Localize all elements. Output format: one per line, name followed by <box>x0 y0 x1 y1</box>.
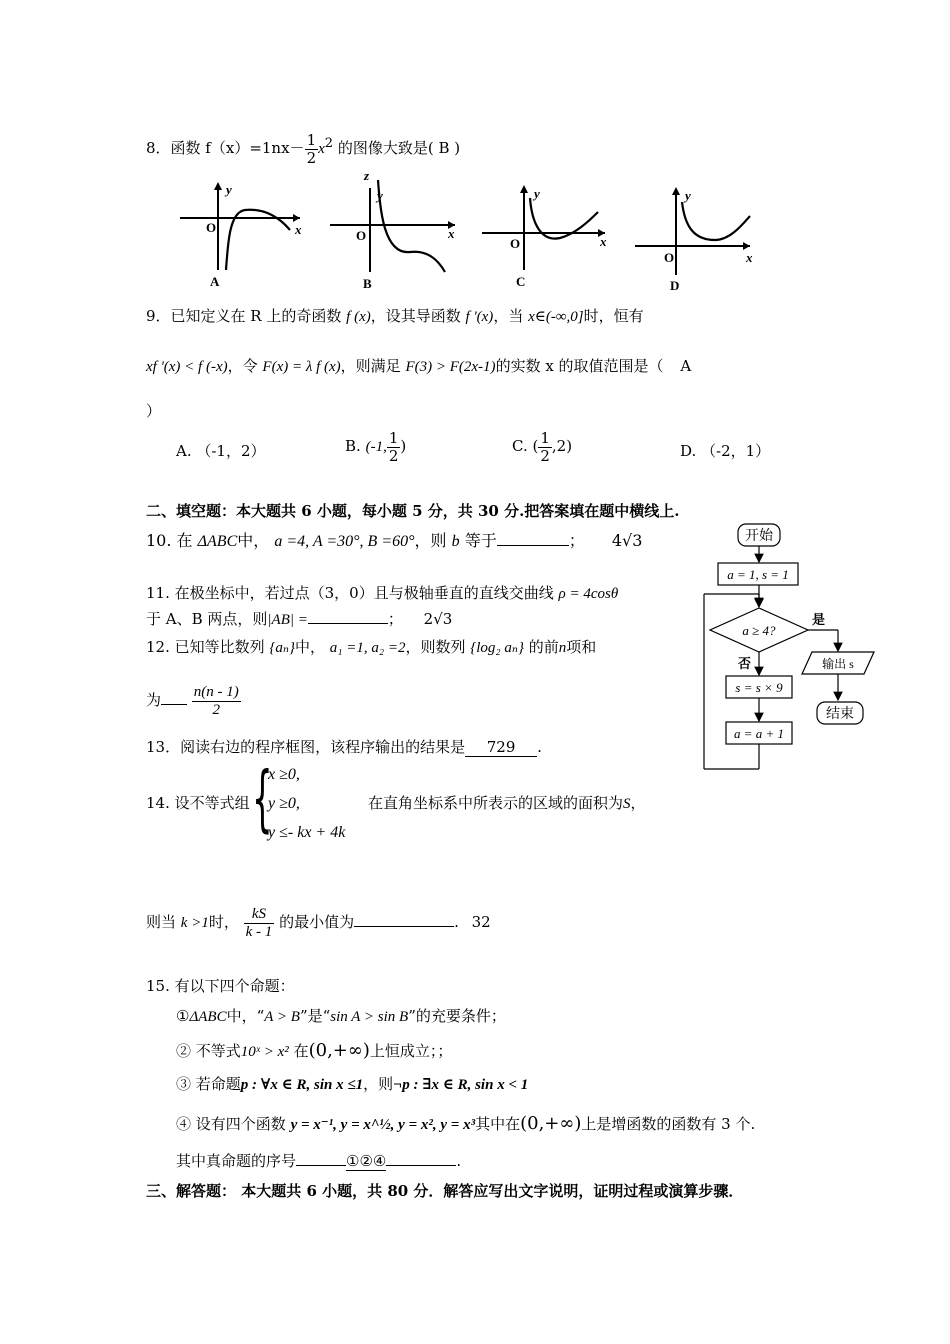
q12-seq: {aₙ} <box>269 640 295 656</box>
q15-p1-c: A > B <box>264 1009 300 1025</box>
q11-answer: 2√3 <box>423 610 453 628</box>
graph-b-z: z <box>364 170 370 183</box>
q8-answer: B <box>433 139 455 157</box>
q9-text-g: 的实数 x 的取值范围是（ <box>495 357 664 375</box>
q13-text-a: 13．阅读右边的程序框图，该程序输出的结果是 <box>146 738 466 756</box>
graph-d <box>635 187 750 275</box>
q9-line2 <box>146 355 691 376</box>
q9-option-a: A. （-1，2） <box>176 442 266 460</box>
graph-c-x: x <box>600 234 607 249</box>
q9-option-b-right: ) <box>400 437 407 455</box>
q8-frac-den: 2 <box>306 148 317 167</box>
q15-p2-e: 上恒成立；； <box>369 1042 453 1060</box>
q15-p2-b: 10ˣ > x² <box>240 1044 289 1060</box>
q14-frac-num: kS <box>244 906 275 924</box>
q10-text-c: ，则 <box>414 531 447 550</box>
q15-blank-left[interactable] <box>296 1165 346 1166</box>
q15-p3-a: ③ 若命题 <box>176 1075 241 1093</box>
graph-d-o: O <box>664 250 675 265</box>
q12-text-b: 中， <box>294 638 325 656</box>
q9-option-c-left: ( <box>532 437 539 455</box>
q14-text-c: ， <box>630 794 646 812</box>
q9-fx: f (x) <box>346 309 371 325</box>
q15-prop-1 <box>176 1005 506 1026</box>
graph-b-label: B <box>363 276 372 291</box>
q9-cond: x∈(-∞,0] <box>528 309 584 325</box>
q9-text-a: 9．已知定义在 R 上的奇函数 <box>146 307 342 325</box>
q8-graphs <box>170 170 770 295</box>
q10-tri: ΔABC <box>197 533 238 550</box>
q10-line <box>146 528 642 551</box>
graph-c-o: O <box>510 236 521 251</box>
q15-prop-4 <box>176 1113 755 1134</box>
graph-b-x: x <box>448 226 455 241</box>
q11-text-a: 11. 在极坐标中，若过点（3，0）且与极轴垂直的直线交曲线 <box>146 584 554 602</box>
q10-text-b: 中， <box>237 531 270 550</box>
q15-blank-right[interactable] <box>386 1165 456 1166</box>
q12-line2 <box>146 684 241 718</box>
section-2-heading: 二、填空题：本大题共 6 小题，每小题 5 分，共 30 分.把答案填在题中横线上. <box>146 502 680 520</box>
flow-no: 否 <box>738 656 752 671</box>
q10-text-a: 10. 在 <box>146 531 193 550</box>
q13-text-b: . <box>537 738 542 756</box>
q14-blank[interactable] <box>354 926 454 927</box>
q14-text-g: . <box>454 913 459 931</box>
flow-init: a = 1, s = 1 <box>727 567 789 582</box>
section-3-heading: 三、解答题： 本大题共 6 小题，共 80 分．解答应写出文字说明，证明过程或演算步骤． <box>146 1182 744 1200</box>
q9-option-b-den: 2 <box>388 446 399 465</box>
q9-option-c-den: 2 <box>540 446 550 465</box>
graph-d-label: D <box>670 278 680 293</box>
q9-option-c <box>512 430 572 464</box>
q14-line2 <box>146 906 491 940</box>
q15-p4-a: ④ 设有四个函数 <box>176 1115 286 1133</box>
flow-step2: a = a + 1 <box>733 726 785 741</box>
q8-close: ) <box>454 139 461 157</box>
q15-p1-d: ”是“ <box>299 1007 331 1025</box>
q11-ab: |AB| = <box>267 612 308 628</box>
q12-ans-den: 2 <box>192 701 241 719</box>
q9-text-c: ，当 <box>493 307 524 325</box>
q9-line1 <box>146 305 644 326</box>
q11-line2 <box>146 608 452 629</box>
q14-text-f: 的最小值为 <box>279 913 355 931</box>
flow-yes: 是 <box>812 612 826 627</box>
graph-c-label: C <box>516 274 526 289</box>
q12-answer <box>192 684 241 718</box>
flow-step1: s = s × 9 <box>735 680 783 695</box>
graph-a-x: x <box>295 222 302 237</box>
graph-a-label: A <box>210 274 220 289</box>
graph-d-x: x <box>746 250 753 265</box>
q9-answer: A <box>680 357 692 375</box>
flow-end: 结束 <box>826 707 854 722</box>
q9-option-c-prefix: C. <box>512 437 528 455</box>
graph-b <box>330 180 455 272</box>
flowchart <box>700 518 890 778</box>
q12-line1 <box>146 636 596 657</box>
q14-brace: { <box>252 756 273 840</box>
graph-a-y: y <box>226 182 232 197</box>
q15-p2-a: ② 不等式 <box>176 1042 241 1060</box>
q8-var: x <box>318 141 325 157</box>
q15-p4-c: 其中在 <box>475 1115 521 1133</box>
q9-option-c-right: ,2) <box>551 437 573 455</box>
q11-text-b: 于 A、B 两点，则 <box>146 610 268 628</box>
q12-n: n <box>558 640 567 656</box>
graph-a-o: O <box>206 220 217 235</box>
q12-seq2: {log₂ aₙ} <box>470 640 524 656</box>
graph-b-o: O <box>356 228 367 243</box>
q13-answer: 729 <box>465 738 537 757</box>
q14-ineq-2: y ≥0, <box>268 795 300 812</box>
q9-option-b-left: (-1, <box>365 439 387 455</box>
q9-ineq: xf '(x) < f (-x) <box>146 359 228 375</box>
graph-a <box>180 182 300 270</box>
q15-p1-b: 中，“ <box>226 1007 265 1025</box>
q9-Fineq: F(3) > F(2x-1) <box>405 359 496 375</box>
q8-fraction <box>305 132 319 166</box>
flow-cond: a ≥ 4? <box>742 623 776 638</box>
q15-p2-c: 在 <box>293 1042 309 1060</box>
q9-option-b <box>345 430 406 464</box>
q9-close: ） <box>146 402 162 420</box>
q15-concl-a: 其中真命题的序号 <box>176 1152 297 1170</box>
q15-concl-b: . <box>456 1152 462 1170</box>
q11-curve: ρ = 4cosθ <box>558 586 619 602</box>
q15-conclusion <box>176 1150 461 1171</box>
q15-p1-f: ”的充要条件； <box>408 1007 506 1025</box>
graph-c <box>482 185 605 270</box>
q14-S: S <box>623 796 631 812</box>
q14-ineq-3: y ≤- kx + 4k <box>268 824 346 841</box>
q10-var: b <box>451 533 460 550</box>
q14-text-e: 时， <box>208 913 239 931</box>
q15-p1-a: ① <box>176 1007 190 1025</box>
q8-text: 8．函数 f（x）=1nx－ <box>146 139 305 157</box>
q8-line <box>146 132 460 166</box>
q9-text-e: ，令 <box>227 357 258 375</box>
q12-text-d: 的前 <box>528 638 559 656</box>
q10-cond: a =4, A =30°, B =60° <box>274 533 415 550</box>
q14-text-d: 则当 <box>146 913 177 931</box>
q9-option-b-frac <box>387 430 401 464</box>
flow-start: 开始 <box>745 529 773 544</box>
q9-text-b: ，设其导函数 <box>370 307 461 325</box>
q15-p1-e: sin A > sin B <box>330 1009 409 1025</box>
q9-option-b-num: 1 <box>388 429 399 447</box>
q9-option-b-prefix: B. <box>345 437 361 455</box>
q15-p4-b: y = x⁻¹, y = x^½, y = x², y = x³ <box>290 1117 476 1133</box>
graph-b-y: y <box>377 188 383 203</box>
q11-line1 <box>146 582 618 603</box>
q12-text-c: ，则数列 <box>405 638 466 656</box>
q9-option-d: D. （-2，1） <box>680 442 771 460</box>
q12-text-e: 项和 <box>566 638 597 656</box>
q15-prop-2 <box>176 1040 452 1061</box>
q9-fpx: f '(x) <box>465 309 494 325</box>
graph-d-y: y <box>685 188 691 203</box>
q14-frac-den: k - 1 <box>245 923 273 940</box>
q10-text-e: ； <box>568 531 585 550</box>
q15-prop-3 <box>176 1073 528 1094</box>
q8-after: 的图像大致是( <box>333 139 434 157</box>
q14-frac <box>244 906 275 940</box>
q15-p1-tri: ΔABC <box>189 1009 227 1025</box>
q14-cond: k >1 <box>180 915 209 931</box>
q12-text-f: 为 <box>146 691 162 709</box>
q12-cond: a₁ =1, a₂ =2 <box>329 640 406 656</box>
q14-label: 14. 设不等式组 <box>146 794 250 812</box>
q9-Fdef: F(x) = λ f (x) <box>262 359 341 375</box>
graph-c-y: y <box>534 186 540 201</box>
q15-p3-d: ¬p : ∃x ∈ R, sin x < 1 <box>393 1077 529 1093</box>
flow-output: 输出 s <box>822 657 854 671</box>
q15-p3-b: p : ∀x ∈ R, sin x ≤1 <box>240 1077 364 1093</box>
q11-text-c: ； <box>387 610 403 628</box>
q15-p3-c: ，则 <box>363 1075 394 1093</box>
q9-text-d: 时，恒有 <box>583 307 644 325</box>
q12-text-a: 12. 已知等比数列 <box>146 638 265 656</box>
q10-answer: 4√3 <box>611 531 643 550</box>
q8-frac-num: 1 <box>306 131 317 149</box>
q14-answer: 32 <box>471 913 491 931</box>
q14-text-b: 在直角坐标系中所表示的区域的面积为 <box>368 794 624 812</box>
q13-line <box>146 736 542 757</box>
q15-p4-e: 上是增函数的函数有 3 个. <box>581 1115 756 1133</box>
q15-title: 15. 有以下四个命题： <box>146 977 295 995</box>
q14-ineq-1: x ≥0, <box>268 766 300 783</box>
q15-p4-d: (0,+∞) <box>520 1113 582 1134</box>
q15-p2-d: (0,+∞) <box>308 1040 370 1061</box>
q15-answer: ①②④ <box>346 1152 387 1170</box>
q10-text-d: 等于 <box>464 531 497 550</box>
q14-desc <box>368 792 646 813</box>
q11-blank[interactable] <box>308 623 388 624</box>
q9-text-f: ，则满足 <box>340 357 401 375</box>
q12-blank[interactable] <box>161 704 187 705</box>
q12-ans-num: n(n - 1) <box>193 684 239 700</box>
q8-sup: 2 <box>324 136 334 151</box>
q9-option-c-frac <box>538 430 552 464</box>
q10-blank[interactable] <box>497 545 569 546</box>
q9-option-c-num: 1 <box>540 429 550 447</box>
